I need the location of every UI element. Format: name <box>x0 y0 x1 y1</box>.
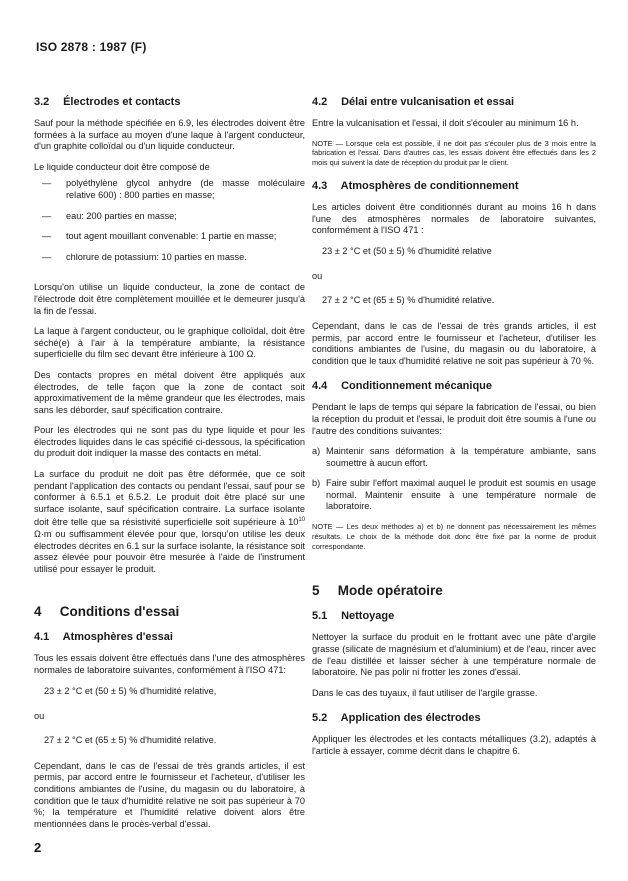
paragraph: Cependant, dans le cas de l'essai de très grands articles, il est permis, par accord entre le fournisseur et l'acheteur, d'utiliser les conditions ambiantes de l'usine, du magasin ou du laboratoire, à condition que le taux d'humidité relative ne soit pas supérieur à 70 %. <box>312 320 596 366</box>
list-dash: — <box>42 210 52 221</box>
section-heading <box>312 96 596 108</box>
formula-line: 27 ± 2 °C et (65 ± 5) % d'humidité relative. <box>322 295 495 306</box>
section-heading <box>312 180 596 192</box>
page-number: 2 <box>34 840 42 855</box>
list-item <box>34 178 305 201</box>
list-item-text: Faire subir l'effort maximal auquel le produit est soumis en usage normal. Maintenir ensuite à une température normale de laboratoire. <box>326 478 596 512</box>
text-run: La surface du produit ne doit pas être déformée, que ce soit pendant l'application des contacts ou pendant l'essai, sauf pour se conformer à 6.5.1 et 6.5.2. Le produit doit être placé sur une surface isolante, sauf spécification contraire. La surface isolante doit être telle que sa résistivité superficielle soit supérieure à 10 <box>34 469 305 528</box>
text-run: Ω·m ou suffisamment élevée pour que, lorsqu'on utilise les deux électrodes décrites en 6.1 sur la surface isolante, la résistance soit assez élevée pour pouvoir être mesurée à l'aide de l'instrument utilisé pour essayer le produit. <box>34 529 305 574</box>
paragraph: Cependant, dans le cas de l'essai de très grands articles, il est permis, par accord entre le fournisseur et l'acheteur, d'utiliser les conditions ambiantes de l'usine, du magasin ou du laboratoire, à condition que le taux d'humidité relative ne soit pas supérieur à 70 %; la température et l'humidité relative doivent alors être mentionnées dans le procès-verbal d'essai. <box>34 760 305 829</box>
list-item-text: polyéthylène glycol anhydre (de masse moléculaire relative 600) : 800 parties en masse; <box>66 178 305 200</box>
section-heading <box>34 631 305 643</box>
superscript: 10 <box>298 517 305 524</box>
section-number: 4.3 <box>312 179 328 192</box>
paragraph: Pendant le laps de temps qui sépare la fabrication de l'essai, ou bien la réception du produit et l'essai, le produit doit être soumis à l'une ou l'autre des conditions suivantes: <box>312 402 596 436</box>
list-item-text: eau: 200 parties en masse; <box>66 210 177 221</box>
list-item <box>34 211 305 223</box>
section-title: Atmosphères de conditionnement <box>340 179 519 192</box>
paragraph: Entre la vulcanisation et l'essai, il doit s'écouler au minimum 16 h. <box>312 118 579 128</box>
section-title: Atmosphères d'essai <box>62 631 173 644</box>
section-number: 3.2 <box>34 96 50 108</box>
formula-line: 23 ± 2 °C et (50 ± 5) % d'humidité relative, <box>44 685 217 696</box>
section-heading <box>312 712 596 724</box>
paragraph: Tous les essais doivent être effectués dans l'une des atmosphères normales de laboratoire suivantes, conformément à l'ISO 471: <box>34 653 305 676</box>
conjunction: ou <box>312 271 323 282</box>
paragraph: Des contacts propres en métal doivent être appliqués aux électrodes, de telle façon que la zone de contact soit approximativement de la même grandeur que les électrodes, mais sans les déborder, sauf spécification contraire. <box>34 369 305 415</box>
chapter-title: Conditions d'essai <box>59 604 180 620</box>
list-item <box>312 446 596 469</box>
right-column <box>312 96 596 767</box>
section-heading <box>34 96 305 108</box>
paragraph <box>34 469 305 575</box>
formula-line: 27 ± 2 °C et (65 ± 5) % d'humidité relative. <box>44 735 217 746</box>
list-item-text: Maintenir sans déformation à la température ambiante, sans soumettre à aucun effort. <box>326 446 596 468</box>
section-number: 4.1 <box>34 631 50 644</box>
list-item <box>34 231 305 243</box>
list-dash: — <box>42 178 52 189</box>
chapter-heading <box>312 583 596 598</box>
chapter-number: 5 <box>312 583 320 599</box>
section-title: Nettoyage <box>341 610 395 623</box>
section-title: Électrodes et contacts <box>63 96 181 108</box>
section-number: 5.2 <box>312 712 328 725</box>
list-item-text: tout agent mouillant convenable: 1 partie en masse; <box>66 231 277 242</box>
section-heading <box>312 610 596 622</box>
list-dash: — <box>42 251 52 262</box>
note: NOTE — Lorsque cela est possible, il ne doit pas s'écouler plus de 3 mois entre la fabrication et l'essai. Dans d'autres cas, les essais doivent être effectués dans les 2 mois qui suivent la date de réception du produit par le client. <box>312 138 596 168</box>
list-label: a) <box>312 446 321 457</box>
list-item-text: chlorure de potassium: 10 parties en masse. <box>66 251 247 262</box>
section-title: Délai entre vulcanisation et essai <box>341 96 515 108</box>
paragraph: Pour les électrodes qui ne sont pas du type liquide et pour les électrodes liquides dans le cas spécifié ci-dessous, la spécification du produit doit indiquer la masse des contacts en métal. <box>34 425 305 459</box>
list-item <box>312 478 596 513</box>
chapter-heading <box>34 604 305 619</box>
section-heading <box>312 380 596 392</box>
section-number: 5.1 <box>312 610 328 623</box>
paragraph: Lorsqu'on utilise un liquide conducteur, la zone de contact de l'électrode doit être complètement mouillée et le demeurer jusqu'à la fin de l'essai. <box>34 282 305 316</box>
conjunction: ou <box>34 711 45 722</box>
list-dash: — <box>42 231 52 242</box>
paragraph: Dans le cas des tuyaux, il faut utiliser de l'argile grasse. <box>312 687 538 698</box>
note: NOTE — Les deux méthodes a) et b) ne donnent pas nécessairement les mêmes résultats. Le choix de la méthode doit donc être fixé par la norme de produit correspondante. <box>312 522 596 551</box>
paragraph: Nettoyer la surface du produit en le frottant avec une pâte d'argile grasse (silicate de magnésium et d'aluminium) et de l'eau, rincer avec de l'eau distillée et laisser sécher à une température normale de laboratoire. Ne pas polir ni frotter les zones d'essai. <box>312 632 596 678</box>
paragraph: Appliquer les électrodes et les contacts métalliques (3.2), adaptés à l'article à essayer, comme décrit dans le chapitre 6. <box>312 734 596 757</box>
left-column <box>34 96 305 839</box>
paragraph: Les articles doivent être conditionnés durant au moins 16 h dans l'une des atmosphères normales de laboratoire suivantes, conformément à l'ISO 471 : <box>312 201 596 236</box>
section-number: 4.4 <box>312 380 328 393</box>
chapter-title: Mode opératoire <box>337 583 443 599</box>
paragraph: La laque à l'argent conducteur, ou le graphique colloïdal, doit être séché(e) à l'air à la température ambiante, la résistance superficielle du film sec devant être inférieure à 100 Ω. <box>34 326 305 360</box>
document-header: ISO 2878 : 1987 (F) <box>36 40 147 54</box>
formula-line: 23 ± 2 °C et (50 ± 5) % d'humidité relative <box>322 245 492 256</box>
chapter-number: 4 <box>34 604 42 620</box>
section-title: Application des électrodes <box>340 712 481 725</box>
section-number: 4.2 <box>312 96 328 108</box>
list-item <box>34 252 305 264</box>
list-label: b) <box>312 478 321 489</box>
section-title: Conditionnement mécanique <box>341 380 493 393</box>
paragraph: Sauf pour la méthode spécifiée en 6.9, les électrodes doivent être formées à la surface au moyen d'une laque à l'argent conducteur, d'un graphite colloïdal ou d'un liquide conducteur. <box>34 118 305 152</box>
paragraph: Le liquide conducteur doit être composé de <box>34 161 210 172</box>
